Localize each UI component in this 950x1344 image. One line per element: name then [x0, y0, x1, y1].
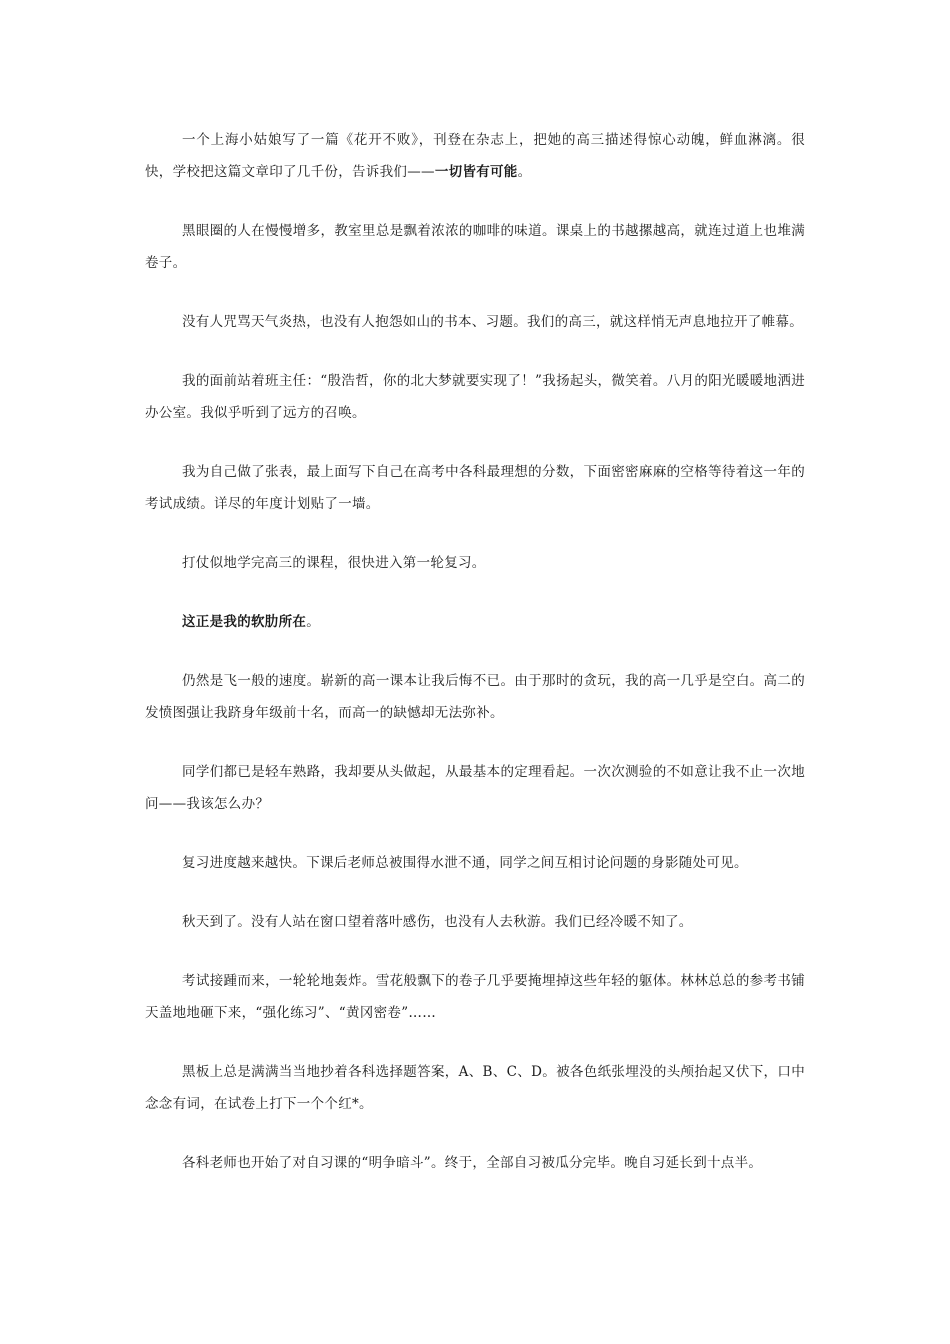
paragraph-7: 这正是我的软肋所在。 — [182, 614, 321, 630]
paragraph-1: 一个上海小姑娘写了一篇《花开不败》，刊登在杂志上，把她的高三描述得惊心动魄，鲜血淋漓。很快，学校把这篇文章印了几千份，告诉我们——一切皆有可能。 — [145, 132, 805, 180]
paragraph-2: 黑眼圈的人在慢慢增多，教室里总是飘着浓浓的咖啡的味道。课桌上的书越摞越高，就连过道上也堆满卷子。 — [145, 223, 805, 271]
paragraph-13: 黑板上总是满满当当地抄着各科选择题答案，A、B、C、D。被各色纸张埋没的头颅抬起又伏下，口中念念有词，在试卷上打下一个个红*。 — [145, 1064, 805, 1112]
paragraph-12: 考试接踵而来，一轮轮地轰炸。雪花般飘下的卷子几乎要掩埋掉这些年轻的躯体。林林总总的参考书铺天盖地地砸下来，“强化练习”、“黄冈密卷”…… — [145, 973, 805, 1021]
paragraph-11: 秋天到了。没有人站在窗口望着落叶感伤，也没有人去秋游。我们已经冷暖不知了。 — [182, 914, 693, 930]
paragraph-5: 我为自己做了张表，最上面写下自己在高考中各科最理想的分数，下面密密麻麻的空格等待着这一年的考试成绩。详尽的年度计划贴了一墙。 — [145, 464, 805, 512]
emphasis-text: 一切皆有可能 — [434, 164, 518, 180]
paragraph-8: 仍然是飞一般的速度。崭新的高一课本让我后悔不已。由于那时的贪玩，我的高一几乎是空白。高二的发愤图强让我跻身年级前十名，而高一的缺憾却无法弥补。 — [145, 673, 805, 721]
paragraph-10: 复习进度越来越快。下课后老师总被围得水泄不通，同学之间互相讨论问题的身影随处可见。 — [182, 855, 748, 871]
paragraph-9: 同学们都已是轻车熟路，我却要从头做起，从最基本的定理看起。一次次测验的不如意让我不止一次地问——我该怎么办？ — [145, 764, 805, 812]
paragraph-4: 我的面前站着班主任：“殷浩哲，你的北大梦就要实现了！”我扬起头，微笑着。八月的阳光暖暖地洒进办公室。我似乎听到了远方的召唤。 — [145, 373, 805, 421]
emphasis-text: 这正是我的软肋所在 — [182, 614, 307, 630]
paragraph-6: 打仗似地学完高三的课程，很快进入第一轮复习。 — [182, 555, 486, 571]
paragraph-14: 各科老师也开始了对自习课的“明争暗斗”。终于，全部自习被瓜分完毕。晚自习延长到十点半。 — [182, 1155, 763, 1171]
document-body — [145, 124, 805, 1179]
paragraph-3: 没有人咒骂天气炎热，也没有人抱怨如山的书本、习题。我们的高三，就这样悄无声息地拉开了帷幕。 — [182, 314, 803, 330]
